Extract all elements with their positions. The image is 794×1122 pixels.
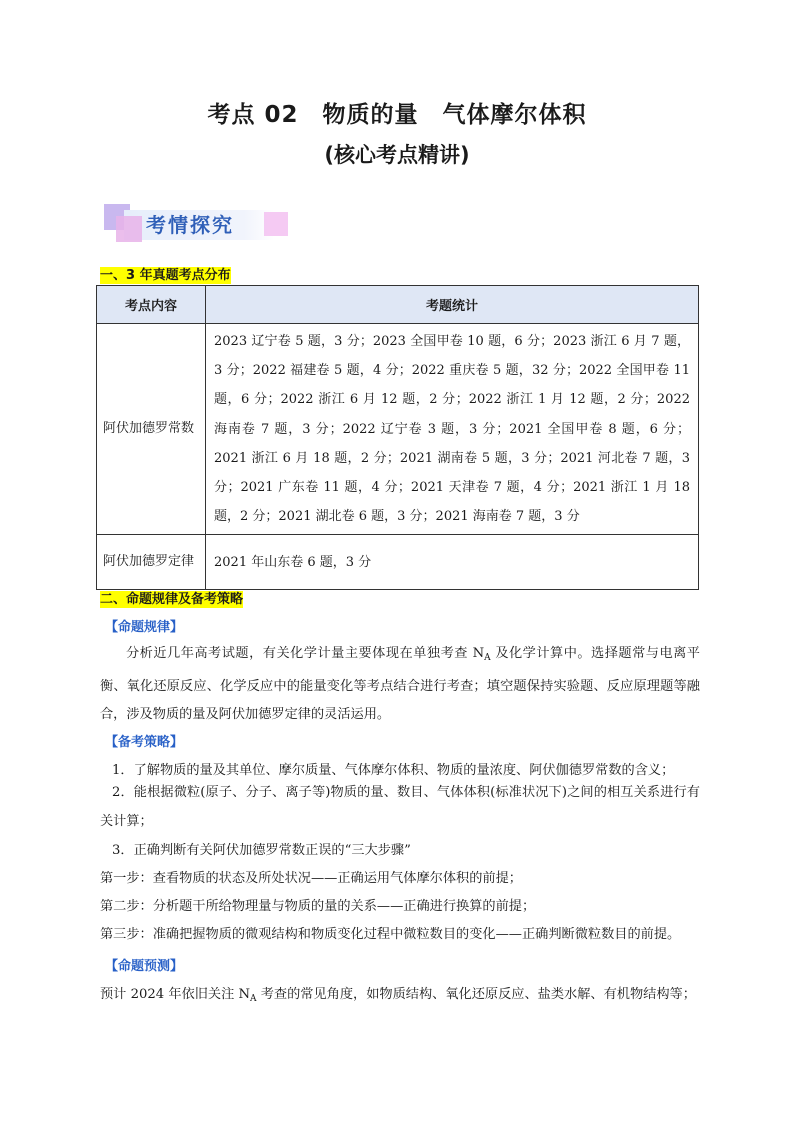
rule-label: 【命题规律】 <box>105 620 184 635</box>
banner-decoration <box>264 212 288 236</box>
table-cell-topic: 阿伏加德罗定律 <box>97 535 206 590</box>
section-heading-1 <box>100 264 231 283</box>
strategy-label: 【备考策略】 <box>105 735 184 750</box>
banner-decoration <box>116 216 142 242</box>
exam-stats-table <box>96 285 699 590</box>
table-row <box>97 535 699 590</box>
section-heading-text: 一、3 年真题考点分布 <box>100 268 231 283</box>
table-cell-stats: 2023 辽宁卷 5 题，3 分；2023 全国甲卷 10 题，6 分；2023 浙江 6 月 7 题，3 分；2022 福建卷 5 题，4 分；2022 重庆卷 5 题，32 分；2022 全国甲卷 11 题，6 分；2022 浙江 6 月 12 题，2 分；2022 浙江 1 月 12 题，2 分；2022 海南卷 7 题，3 分；2022 辽宁卷 3 题，3 分；2021 全国甲卷 8 题，6 分；2021 浙江 6 月 18 题，2 分；2021 湖南卷 5 题，3 分；2021 河北卷 7 题，3 分；2021 广东卷 11 题，4 分；2021 天津卷 7 题，4 分；2021 浙江 1 月 18 题，2 分；2021 湖北卷 6 题，3 分；2021 海南卷 7 题，3 分 <box>206 324 699 535</box>
rule-paragraph <box>100 640 700 730</box>
forecast-label: 【命题预测】 <box>105 959 184 974</box>
step-item: 第二步：分析题干所给物理量与物质的量的关系——正确进行换算的前提； <box>100 899 536 914</box>
section-banner <box>104 204 290 240</box>
subscript: A <box>484 653 491 663</box>
step-item: 第一步：查看物质的状态及所处状况——正确运用气体摩尔体积的前提； <box>100 871 522 886</box>
strategy-item: 2．能根据微粒(原子、分子、离子等)物质的量、数目、气体体积(标准状况下)之间的相互关系进行有关计算； <box>100 785 700 829</box>
rule-text: 分析近几年高考试题，有关化学计量主要体现在单独考查 N <box>126 646 485 661</box>
page-title: 考点 02 物质的量 气体摩尔体积 <box>207 102 587 128</box>
strategy-item: 3．正确判断有关阿伏加德罗常数正误的“三大步骤” <box>112 843 411 858</box>
forecast-text: 预计 2024 年依旧关注 N <box>100 987 250 1002</box>
column-header: 考题统计 <box>206 286 699 324</box>
table-cell-stats: 2021 年山东卷 6 题，3 分 <box>206 535 699 590</box>
step-item: 第三步：准确把握物质的微观结构和物质变化过程中微粒数目的变化——正确判断微粒数目的前提。 <box>100 927 681 942</box>
banner-text: 考情探究 <box>146 213 234 237</box>
table-cell-topic: 阿伏加德罗常数 <box>97 324 206 535</box>
subscript: A <box>250 994 257 1004</box>
forecast-paragraph <box>100 983 710 1004</box>
page-subtitle: (核心考点精讲) <box>324 143 470 167</box>
section-heading-2 <box>100 588 243 607</box>
forecast-text: 考查的常见角度，如物质结构、氧化还原反应、盐类水解、有机物结构等； <box>256 987 696 1002</box>
rule-text: 及化学计算中。选择题常与电离平衡、氧化还原反应、化学反应中的能量变化等考点结合进行考查；填空题保持实验题、反应原理题等融合，涉及物质的量及阿伏加德罗定律的灵活运用。 <box>100 646 700 722</box>
column-header: 考点内容 <box>97 286 206 324</box>
table-header-row <box>97 286 699 324</box>
table-row <box>97 324 699 535</box>
strategy-item: 1．了解物质的量及其单位、摩尔质量、气体摩尔体积、物质的量浓度、阿伏伽德罗常数的含义； <box>112 763 675 778</box>
section-heading-text: 二、命题规律及备考策略 <box>100 592 244 607</box>
